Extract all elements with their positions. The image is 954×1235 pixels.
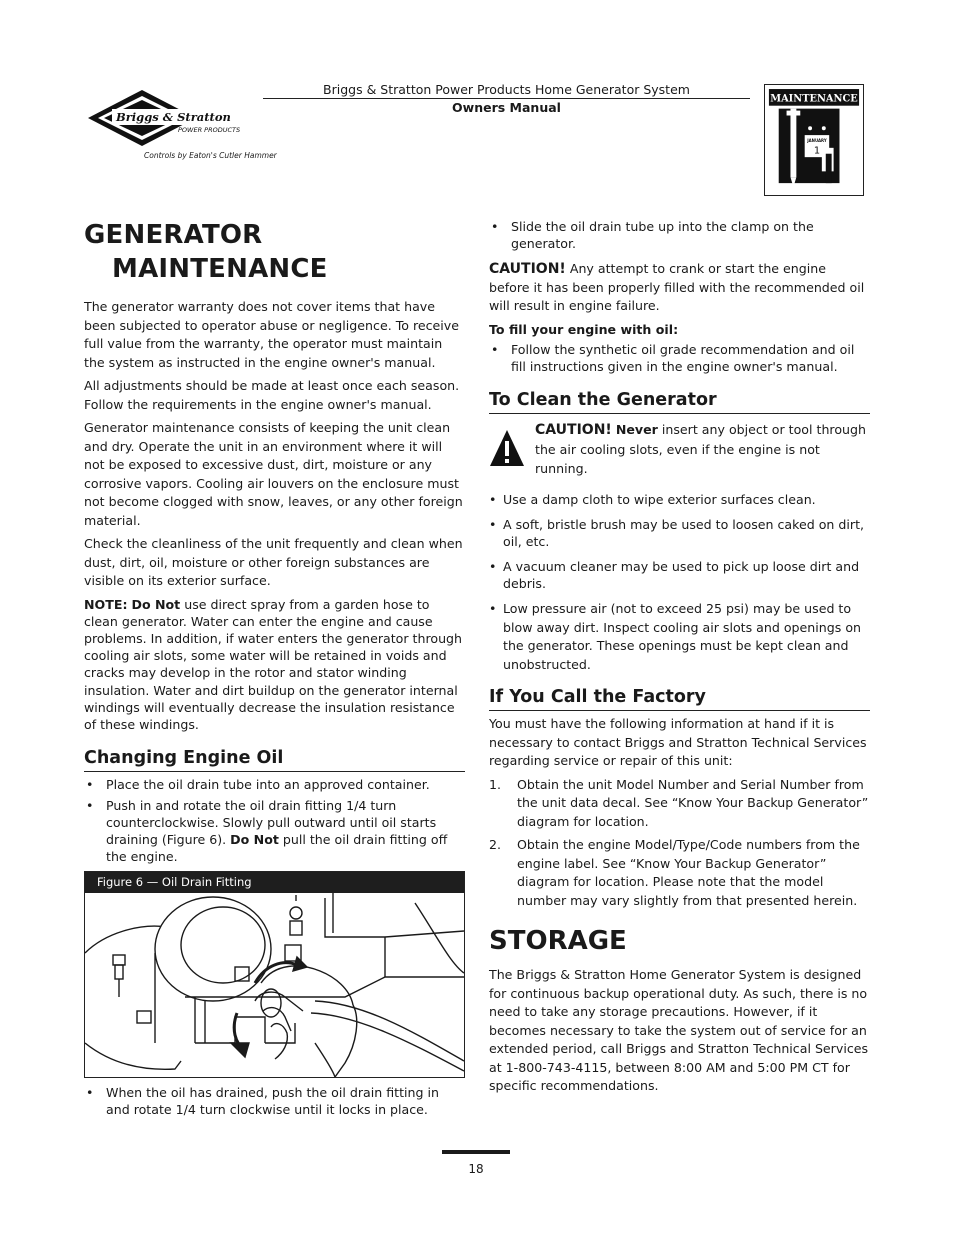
- header-rule: [263, 98, 750, 99]
- list-item: • A vacuum cleaner may be used to pick up loose dirt and debris.: [489, 559, 860, 591]
- maintenance-paragraph: Generator maintenance consists of keeping the unit clean and dry. Operate the unit in an environment where it will not be exposed to excessive dust, dirt, moisture or any corrosive vapors. Cooling air louvers on the enclosure must not become clogged with snow, leaves, or any other foreign material.: [84, 420, 463, 528]
- oil-caution: CAUTION! Any attempt to crank or start the engine before it has been properly filled with the recommended oil will result in engine failure.: [489, 261, 865, 313]
- footer-rule: [442, 1150, 510, 1154]
- list-item: • Push in and rotate the oil drain fitting 1/4 turn counterclockwise. Slowly pull outward until oil starts draining (Figure 6). Do Not pull the oil drain fitting off the engine.: [86, 798, 448, 865]
- adjustments-paragraph: All adjustments should be made at least once each season. Follow the requirements in the engine owner's manual.: [84, 378, 460, 412]
- call-factory-steps: [489, 776, 870, 911]
- svg-text:1: 1: [813, 145, 821, 157]
- oil-drain-figure: [84, 871, 465, 1078]
- page-number: 18: [468, 1162, 484, 1176]
- list-item: • Place the oil drain tube into an approved container.: [86, 777, 430, 793]
- changing-oil-steps: [84, 776, 465, 865]
- clean-caution: CAUTION! Never insert any object or tool through the air cooling slots, even if the engine is not running.: [489, 420, 870, 483]
- svg-text:MAINTENANCE: MAINTENANCE: [770, 93, 858, 105]
- list-item: • When the oil has drained, push the oil drain fitting in and rotate 1/4 turn clockwise until it locks in place.: [86, 1085, 439, 1118]
- list-item: 1. Obtain the unit Model Number and Serial Number from the unit data decal. See “Know Your Backup Generator” diagram for location.: [489, 776, 869, 829]
- right-column: [489, 218, 870, 1101]
- oil-drained-step: [84, 1084, 465, 1118]
- svg-text:Briggs & Stratton: Briggs & Stratton: [116, 110, 231, 124]
- clean-generator-heading: To Clean the Generator: [489, 389, 870, 414]
- cleanliness-paragraph: Check the cleanliness of the unit frequently and clean when dust, dirt, oil, moisture or other foreign substances are visible on its exterior surface.: [84, 536, 463, 588]
- fill-oil-heading: To fill your engine with oil:: [489, 321, 679, 337]
- slide-tube-step: [489, 218, 870, 252]
- fill-oil-steps: [489, 341, 870, 375]
- logo-tagline: Controls by Eaton's Cutler Hammer: [144, 151, 277, 160]
- warranty-paragraph: The generator warranty does not cover items that have been subjected to operator abuse or negligence. To receive full value from the warranty, the operator must maintain the system as instructed in the engine owner's manual.: [84, 299, 459, 370]
- storage-paragraph: The Briggs & Stratton Home Generator System is designed for continuous backup operational duty. As such, there is no need to take any storage precautions. However, if it becomes necessary to take the system out of service for an extended period, call Briggs and Stratton Technical Services at 1-800-743-4115, between 8:00 AM and 5:00 PM CT for specific recommendations.: [489, 967, 869, 1093]
- changing-oil-heading: Changing Engine Oil: [84, 747, 465, 772]
- oil-drain-fitting-illustration: [85, 893, 464, 1077]
- list-item: • Follow the synthetic oil grade recommendation and oil fill instructions given in the engine owner's manual.: [491, 342, 855, 374]
- cleaning-steps: [489, 491, 870, 674]
- call-factory-intro: You must have the following information at hand if it is necessary to contact Briggs and Stratton Technical Services regarding service or repair of this unit:: [489, 716, 867, 768]
- list-item: • Low pressure air (not to exceed 25 psi) may be used to blow away dirt. Inspect cooling air slots and openings on the generator. These openings must be kept clean and unobstructed.: [489, 601, 861, 672]
- maintenance-calendar-icon: [764, 84, 864, 196]
- warning-triangle-icon: [489, 428, 525, 468]
- header-title: Briggs & Stratton Power Products Home Generator System: [323, 82, 690, 97]
- figure-caption: Figure 6 — Oil Drain Fitting: [85, 872, 464, 893]
- svg-text:JANUARY: JANUARY: [807, 137, 827, 143]
- list-item: • Slide the oil drain tube up into the clamp on the generator.: [491, 219, 814, 251]
- call-factory-heading: If You Call the Factory: [489, 686, 870, 711]
- storage-heading: STORAGE: [489, 926, 627, 956]
- left-column: [84, 218, 465, 1122]
- svg-text:POWER PRODUCTS: POWER PRODUCTS: [178, 126, 241, 134]
- list-item: • A soft, bristle brush may be used to loosen caked on dirt, oil, etc.: [489, 517, 865, 549]
- hose-note: NOTE: Do Not use direct spray from a garden hose to clean generator. Water can enter the engine and cause problems. In addition, if water enters the generator through cooling air slots, some water will be retained in voids and cracks may develop in the rotor and stator winding insulation. Water and dirt buildup on the generator internal windings will eventually decrease the insulation resistance of these windings.: [84, 596, 463, 732]
- header-subtitle: Owners Manual: [452, 100, 561, 115]
- list-item: 2. Obtain the engine Model/Type/Code numbers from the engine label. See “Know Your Backup Generator” diagram for location. Please note that the model number may vary slightly from that presented herein.: [489, 837, 860, 908]
- generator-maintenance-heading: GENERATOR MAINTENANCE: [84, 220, 328, 284]
- list-item: • Use a damp cloth to wipe exterior surfaces clean.: [489, 492, 816, 507]
